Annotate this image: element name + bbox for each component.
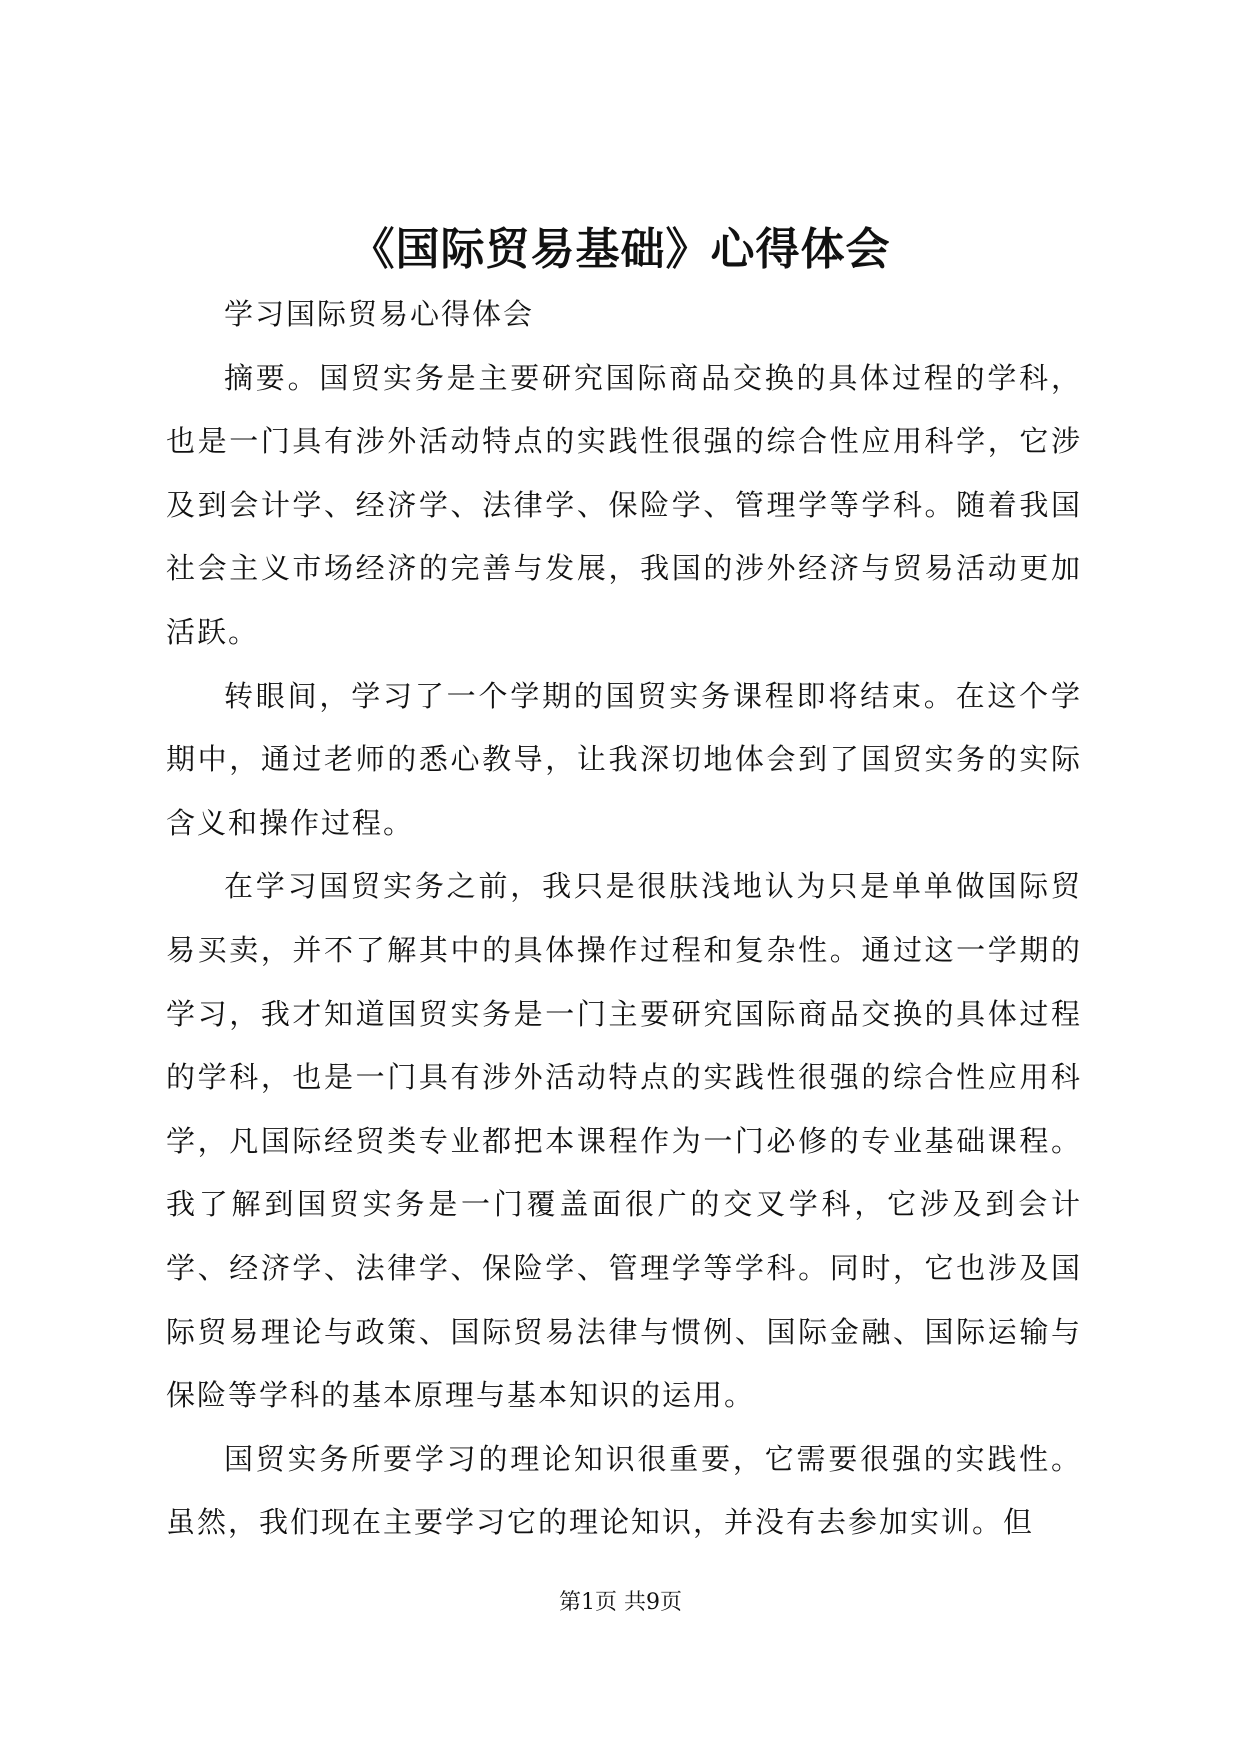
paragraph-4: 国贸实务所要学习的理论知识很重要，它需要很强的实践性。虽然，我们现在主要学习它的理论知识，并没有去参加实训。但 <box>166 1441 1082 1540</box>
paragraph-3: 在学习国贸实务之前，我只是很肤浅地认为只是单单做国际贸易买卖，并不了解其中的具体操作过程和复杂性。通过这一学期的学习，我才知道国贸实务是一门主要研究国际商品交换的具体过程的学科，也是一门具有涉外活动特点的实践性很强的综合性应用科学，凡国际经贸类专业都把本课程作为一门必修的专业基础课程。我了解到国贸实务是一门覆盖面很广的交叉学科，它涉及到会计学、经济学、法律学、保险学、管理学等学科。同时，它也涉及国际贸易理论与政策、国际贸易法律与惯例、国际金融、国际运输与保险等学科的基本原理与基本知识的运用。 <box>166 869 1082 1413</box>
subtitle-line: 学习国际贸易心得体会 <box>224 297 535 331</box>
document-title: 《国际贸易基础》心得体会 <box>350 224 891 275</box>
paragraph-abstract: 摘要。国贸实务是主要研究国际商品交换的具体过程的学科，也是一门具有涉外活动特点的实践性很强的综合性应用科学，它涉及到会计学、经济学、法律学、保险学、管理学等学科。随着我国社会主义市场经济的完善与发展，我国的涉外经济与贸易活动更加活跃。 <box>166 360 1082 649</box>
document-body <box>166 283 1082 1555</box>
page-number-footer: 第1页 共9页 <box>559 1590 682 1615</box>
paragraph-2: 转眼间，学习了一个学期的国贸实务课程即将结束。在这个学期中，通过老师的悉心教导，让我深切地体会到了国贸实务的实际含义和操作过程。 <box>166 678 1082 840</box>
